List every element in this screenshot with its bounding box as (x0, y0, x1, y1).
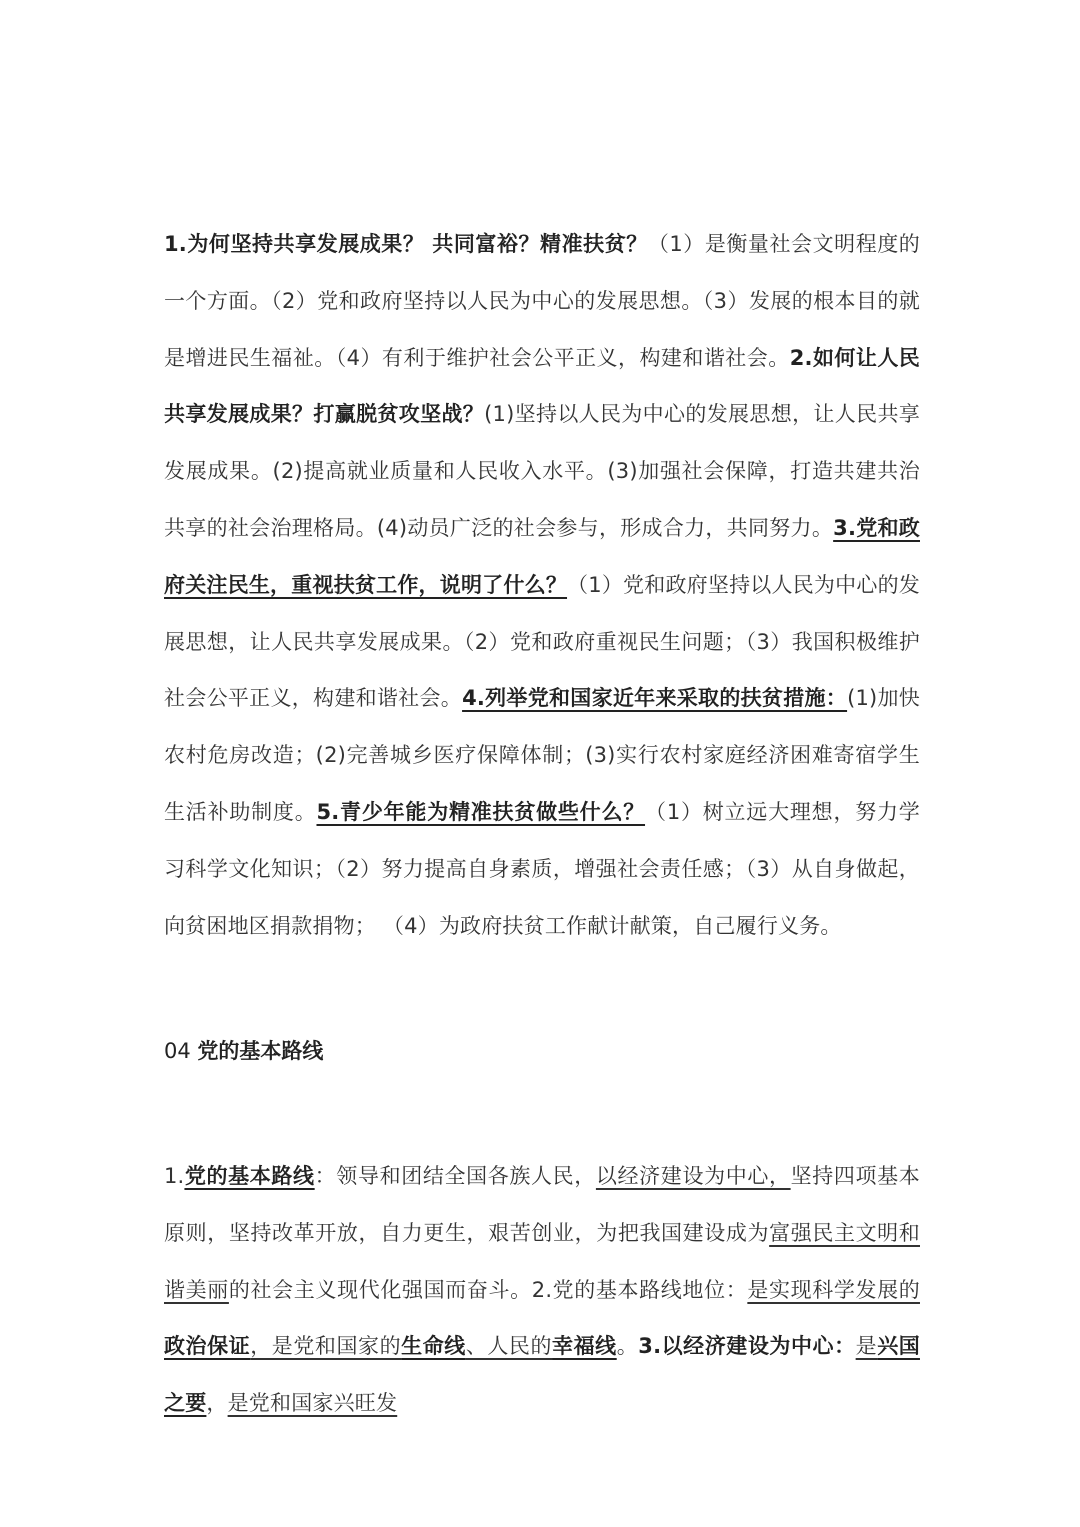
point-2-underline-c: ，是党和国家的 (250, 1334, 402, 1359)
section-number: 04 (164, 1039, 191, 1063)
point-1-underline-1: 以经济建设为中心， (595, 1164, 791, 1188)
point-2-underline-b: 政治保证 (164, 1334, 251, 1359)
point-2-end: 。 (616, 1334, 639, 1359)
point-2-underline-e: 、人民的 (465, 1334, 553, 1359)
point-1-underline-2: 富强民主文明和谐美丽 (164, 1220, 920, 1302)
point-2-underline-a: 是实现科学发展的 (747, 1277, 920, 1302)
basic-line-paragraph (164, 1148, 920, 1432)
point-3-title: 3.以经济建设为中心： (638, 1334, 856, 1359)
answer-1: （1）是衡量社会文明程度的一个方面。（2）党和政府坚持以人民为中心的发展思想。（3）发展的根本目的就是增进民生福祉。（4）有利于维护社会公平正义，构建和谐社会。 (164, 232, 920, 370)
point-3-underline-a: 是 (855, 1334, 878, 1359)
point-3-text: ， (206, 1391, 228, 1416)
answer-5: （1）树立远大理想，努力学习科学文化知识；（2）努力提高自身素质，增强社会责任感；（3）从自身做起，向贫困地区捐款捐物； （4）为政府扶贫工作献计献策，自己履行义务。 (164, 799, 920, 938)
point-1-term: 党的基本路线 (184, 1164, 315, 1188)
section-title: 党的基本路线 (197, 1039, 324, 1063)
point-3-underline-c: 是党和国家兴旺发 (227, 1391, 398, 1416)
section-heading (164, 1034, 323, 1068)
question-5-title: 5.青少年能为精准扶贫做些什么？ (316, 799, 646, 824)
point-2-underline-f: 幸福线 (552, 1334, 617, 1359)
question-4-title: 4.列举党和国家近年来采取的扶贫措施： (462, 686, 848, 711)
point-2-lead: 2.党的基本路线地位： (531, 1277, 748, 1302)
point-1-text-3: 的社会主义现代化强国而奋斗。 (228, 1277, 532, 1302)
point-1-number: 1. (164, 1164, 185, 1188)
question-2-title: 2.如何让人民共享发展成果？打赢脱贫攻坚战？ (164, 345, 920, 427)
point-1-text: ：领导和团结全国各族人民， (314, 1164, 596, 1188)
qa-paragraph (164, 216, 920, 954)
point-3-underline-b: 兴国之要 (164, 1334, 920, 1416)
question-3-title: 3.党和政府关注民生，重视扶贫工作，说明了什么？ (164, 515, 920, 597)
point-1-text-2: 坚持四项基本原则，坚持改革开放，自力更生，艰苦创业，为把我国建设成为 (164, 1164, 920, 1245)
question-1-title: 1.为何坚持共享发展成果？ 共同富裕？精准扶贫？ (164, 232, 648, 256)
answer-2: (1)坚持以人民为中心的发展思想，让人民共享发展成果。(2)提高就业质量和人民收入水平。(3)加强社会保障，打造共建共治共享的社会治理格局。(4)动员广泛的社会参与，形成合力，共同努力。 (164, 402, 920, 540)
answer-4: (1)加快农村危房改造；(2)完善城乡医疗保障体制；(3)实行农村家庭经济困难寄宿学生生活补助制度。 (164, 686, 921, 824)
point-2-underline-d: 生命线 (401, 1334, 466, 1359)
answer-3: （1）党和政府坚持以人民为中心的发展思想，让人民共享发展成果。（2）党和政府重视民生问题；（3）我国积极维护社会公平正义，构建和谐社会。 (164, 572, 920, 711)
